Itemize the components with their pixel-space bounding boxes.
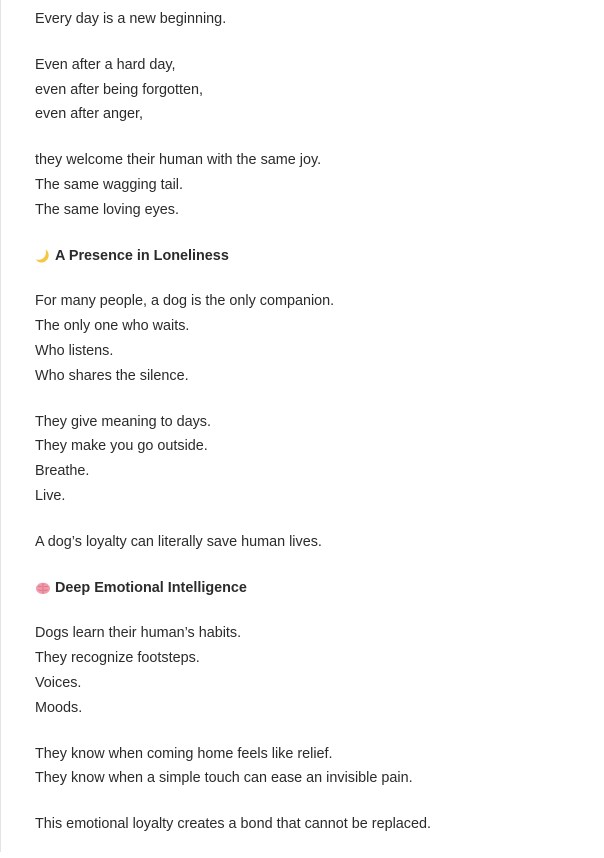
section-heading [35, 576, 595, 601]
text-line: Dogs learn their human’s habits. [35, 625, 242, 642]
text-line: The same wagging tail. [35, 176, 183, 193]
text-line: They recognize footsteps. [35, 650, 200, 667]
text-line: Even after a hard day, [35, 56, 176, 73]
left-border [0, 0, 1, 852]
paragraph [35, 410, 595, 509]
text-line: They know when a simple touch can ease an invisible pain. [35, 770, 413, 787]
text-line: even after being forgotten, [35, 81, 204, 98]
text-line: The only one who waits. [35, 318, 190, 335]
section-heading-text: A Presence in Loneliness [55, 247, 229, 264]
article-body [35, 7, 595, 858]
paragraph [35, 7, 595, 32]
text-line: Moods. [35, 699, 83, 716]
brain-icon [35, 580, 51, 596]
text-line: The same loving eyes. [35, 201, 179, 218]
crescent-moon-icon [35, 248, 51, 264]
text-line: They make you go outside. [35, 438, 208, 455]
paragraph [35, 621, 595, 720]
text-line: A dog’s loyalty can literally save human lives. [35, 533, 322, 550]
text-line: They know when coming home feels like relief. [35, 745, 333, 762]
text-line: This emotional loyalty creates a bond that cannot be replaced. [35, 816, 431, 833]
paragraph [35, 53, 595, 127]
text-line: even after anger, [35, 106, 144, 123]
paragraph [35, 530, 595, 555]
text-line: Live. [35, 487, 66, 504]
section-heading [35, 244, 595, 269]
text-line: Who shares the silence. [35, 367, 189, 384]
paragraph [35, 289, 595, 388]
section-heading-text: Deep Emotional Intelligence [55, 579, 247, 596]
text-line: Voices. [35, 674, 82, 691]
text-line: They give meaning to days. [35, 413, 211, 430]
text-line: they welcome their human with the same joy. [35, 152, 322, 169]
text-line: Who listens. [35, 342, 114, 359]
paragraph [35, 812, 595, 837]
text-line: Every day is a new beginning. [35, 11, 227, 27]
paragraph [35, 742, 595, 792]
text-line: Breathe. [35, 463, 90, 480]
text-line: For many people, a dog is the only companion. [35, 293, 335, 310]
paragraph [35, 148, 595, 222]
